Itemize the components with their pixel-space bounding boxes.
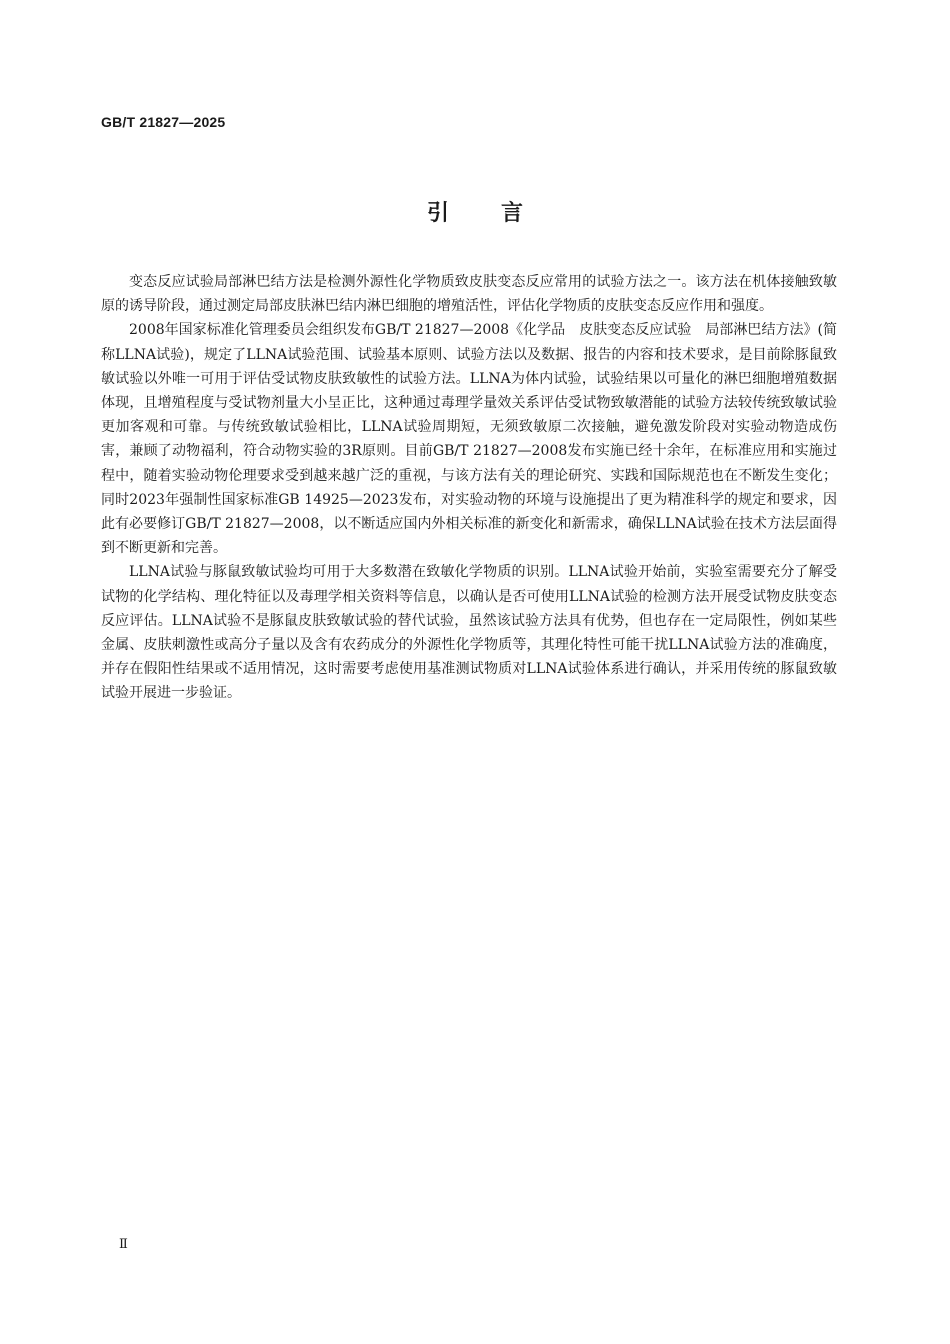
paragraph-1: 变态反应试验局部淋巴结方法是检测外源性化学物质致皮肤变态反应常用的试验方法之一。该方法在机体接触致敏原的诱导阶段，通过测定局部皮肤淋巴结内淋巴细胞的增殖活性，评估化学物质的皮肤变态反应作用和强度。 xyxy=(101,274,837,315)
paragraph-2: 2008年国家标准化管理委员会组织发布GB/T 21827—2008《化学品 皮肤变态反应试验 局部淋巴结方法》(简称LLNA试验)，规定了LLNA试验范围、试验基本原则、试验方法以及数据、报告的内容和技术要求，是目前除豚鼠致敏试验以外唯一可用于评估受试物皮肤致敏性的试验方法。LLNA为体内试验，试验结果以可量化的淋巴细胞增殖数据体现，且增殖程度与受试物剂量大小呈正比，这种通过毒理学量效关系评估受试物致敏潜能的试验方法较传统致敏试验更加客观和可靠。与传统致敏试验相比，LLNA试验周期短，无须致敏原二次接触，避免激发阶段对实验动物造成伤害，兼顾了动物福利，符合动物实验的3R原则。目前GB/T 21827—2008发布实施已经十余年，在标准应用和实施过程中，随着实验动物伦理要求受到越来越广泛的重视，与该方法有关的理论研究、实践和国际规范也在不断发生变化；同时2023年强制性国家标准GB 14925—2023发布，对实验动物的环境与设施提出了更为精准科学的规定和要求，因此有必要修订GB/T 21827—2008，以不断适应国内外相关标准的新变化和新需求，确保LLNA试验在技术方法层面得到不断更新和完善。 xyxy=(101,322,837,557)
standard-code: GB/T 21827—2025 xyxy=(101,114,226,130)
paragraph-3: LLNA试验与豚鼠致敏试验均可用于大多数潜在致敏化学物质的识别。LLNA试验开始前，实验室需要充分了解受试物的化学结构、理化特征以及毒理学相关资料等信息，以确认是否可使用LLNA试验的检测方法开展受试物皮肤变态反应评估。LLNA试验不是豚鼠皮肤致敏试验的替代试验，虽然该试验方法具有优势，但也存在一定局限性，例如某些金属、皮肤刺激性或高分子量以及含有农药成分的外源性化学物质等，其理化特性可能干扰LLNA试验方法的准确度，并存在假阳性结果或不适用情况，这时需要考虑使用基准测试物质对LLNA试验体系进行确认，并采用传统的豚鼠致敏试验开展进一步验证。 xyxy=(101,564,837,702)
introduction-body xyxy=(101,270,837,706)
page-title: 引言 xyxy=(426,201,575,226)
page-number: Ⅱ xyxy=(119,1237,128,1252)
